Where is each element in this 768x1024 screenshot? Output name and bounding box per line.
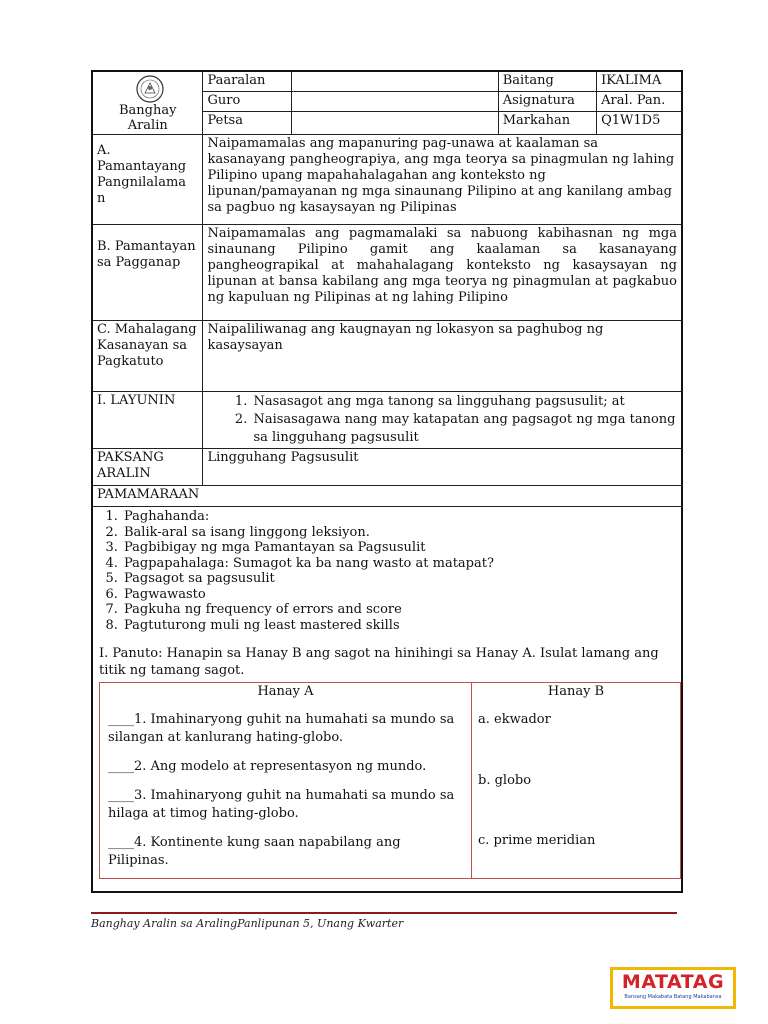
matatag-logo bbox=[610, 967, 736, 1009]
hanay-b-header: Hanay B bbox=[547, 684, 605, 699]
matatag-logo-subtext: Bansang Makabata Batang Makabansa bbox=[624, 994, 722, 1000]
hanay-a-item: ____4. Kontinente kung saan napabilang ang Pilipinas. bbox=[108, 835, 401, 868]
petsa-value bbox=[291, 112, 498, 135]
section-c-text: Naipaliliwanag ang kaugnayan ng lokasyon sa paghubog ng kasaysayan bbox=[203, 321, 682, 392]
petsa-label: Petsa bbox=[203, 112, 291, 135]
asignatura-value: Aral. Pan. bbox=[597, 92, 682, 112]
hanay-b-item: b. globo bbox=[478, 773, 532, 788]
footer-text: Banghay Aralin sa AralingPanlipunan 5, Unang Kwarter bbox=[91, 917, 404, 930]
procedure-step: 2. Balik-aral sa isang linggong leksiyon. bbox=[122, 525, 681, 541]
lesson-plan-document bbox=[91, 70, 683, 893]
procedure-step: 6. Pagwawasto bbox=[122, 587, 681, 603]
matching-table bbox=[99, 682, 681, 879]
layunin-list-cell bbox=[203, 392, 682, 449]
document-title-line2: Aralin bbox=[127, 118, 168, 133]
deped-seal-icon bbox=[133, 74, 167, 104]
guro-label: Guro bbox=[203, 92, 291, 112]
baitang-value: IKALIMA bbox=[597, 71, 682, 92]
procedure-step: 5. Pagsagot sa pagsusulit bbox=[122, 571, 681, 587]
procedure-list bbox=[93, 509, 681, 633]
section-a-label: A. Pamantayang Pangnilalama n bbox=[92, 135, 203, 225]
section-c-label: C. Mahalagang Kasanayan sa Pagkatuto bbox=[92, 321, 203, 392]
pamamaraan-label: PAMAMARAAN bbox=[92, 486, 682, 507]
procedure-step: 8. Pagtuturong muli ng least mastered skills bbox=[122, 618, 681, 634]
section-b-text: Naipamamalas ang pagmamalaki sa nabuong kabihasnan ng mga sinaunang Pilipino gamit ang kaalaman sa kasanayang pangheograpikal at mahahalagang konteksto ng kasaysayan ng lipunan at bansa kabilang ang mga teorya ng pinagmulan at pagkabuo ng kapuluan ng Pilipinas at ng lahing Pilipino bbox=[203, 225, 682, 321]
document-title-line1: Banghay bbox=[119, 103, 177, 118]
paaralan-label: Paaralan bbox=[203, 71, 291, 92]
layunin-item: 2. Naisasagawa nang may katapatan ang pagsagot ng mga tanong sa lingguhang pagsusulit bbox=[251, 411, 677, 447]
hanay-a-item: ____3. Imahinaryong guhit na humahati sa mundo sa hilaga at timog hating-globo. bbox=[108, 788, 455, 821]
section-b-label: B. Pamantayan sa Pagganap bbox=[92, 225, 203, 321]
procedure-step: 1. Paghahanda: bbox=[122, 509, 681, 525]
lesson-plan-table bbox=[91, 70, 683, 893]
layunin-list bbox=[207, 393, 677, 447]
markahan-label: Markahan bbox=[498, 112, 596, 135]
test-instruction: I. Panuto: Hanapin sa Hanay B ang sagot na hinihingi sa Hanay A. Isulat lamang ang titik ng tamang sagot. bbox=[99, 646, 659, 678]
guro-value bbox=[291, 92, 498, 112]
footer-divider bbox=[91, 912, 677, 914]
hanay-b-column bbox=[472, 683, 681, 879]
paksang-text: Lingguhang Pagsusulit bbox=[203, 449, 682, 486]
markahan-value: Q1W1D5 bbox=[597, 112, 682, 135]
baitang-label: Baitang bbox=[498, 71, 596, 92]
procedure-step: 3. Pagbibigay ng mga Pamantayan sa Pagsusulit bbox=[122, 540, 681, 556]
paksang-label: PAKSANG ARALIN bbox=[92, 449, 203, 486]
matatag-logo-text: MATATAG bbox=[621, 971, 725, 993]
hanay-b-item: c. prime meridian bbox=[478, 833, 596, 848]
hanay-a-item: ____2. Ang modelo at representasyon ng mundo. bbox=[108, 759, 427, 774]
layunin-item: 1. Nasasagot ang mga tanong sa lingguhang pagsusulit; at bbox=[251, 393, 677, 411]
procedure-cell bbox=[92, 507, 682, 893]
section-a-text: Naipamamalas ang mapanuring pag-unawa at kaalaman sa kasanayang pangheograpiya, ang mga teorya sa pinagmulan ng lahing Pilipino upang mapahahalagahan ang konteksto ng lipunan/pamayanan ng mga sinaunang Pilipino at ang kanilang ambag sa pagbuo ng kasaysayan ng Pilipinas bbox=[203, 135, 682, 225]
procedure-step: 4. Pagpapahalaga: Sumagot ka ba nang wasto at matapat? bbox=[122, 556, 681, 572]
hanay-a-item: ____1. Imahinaryong guhit na humahati sa mundo sa silangan at kanlurang hating-globo. bbox=[108, 712, 455, 745]
paaralan-value bbox=[291, 71, 498, 92]
layunin-label: I. LAYUNIN bbox=[92, 392, 203, 449]
hanay-a-column bbox=[100, 683, 472, 879]
asignatura-label: Asignatura bbox=[498, 92, 596, 112]
title-cell bbox=[92, 71, 203, 135]
hanay-b-item: a. ekwador bbox=[478, 712, 551, 727]
hanay-a-header: Hanay A bbox=[257, 684, 314, 699]
procedure-step: 7. Pagkuha ng frequency of errors and score bbox=[122, 602, 681, 618]
